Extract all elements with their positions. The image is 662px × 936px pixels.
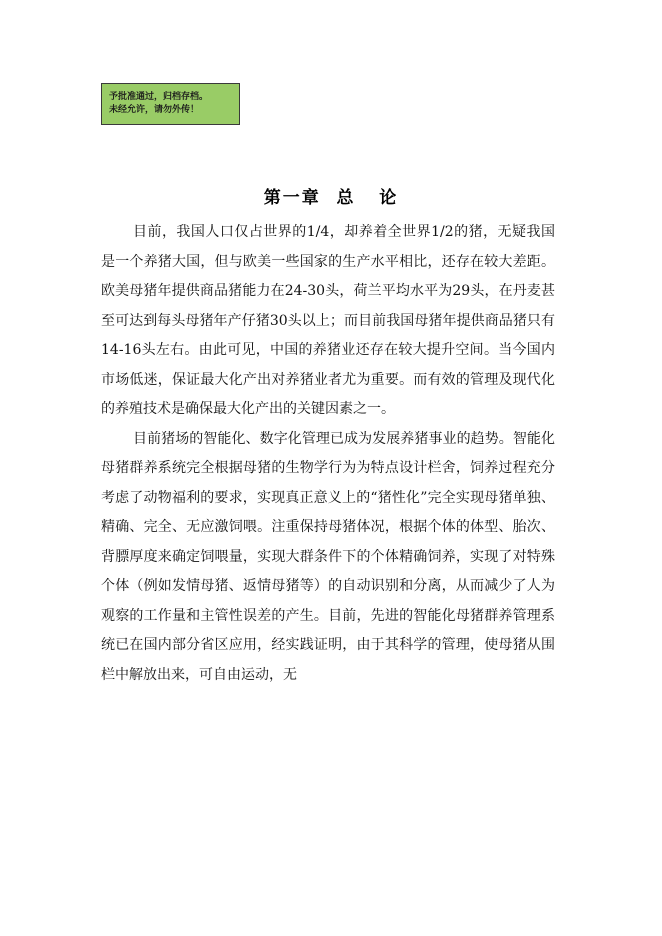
paragraph-2: 目前猪场的智能化、数字化管理已成为发展养猪事业的趋势。智能化母猪群养系统完全根据母猪的生物学行为为特点设计栏舍，饲养过程充分考虑了动物福利的要求，实现真正意义上的“猪性化”完全实现母猪单独、精确、完全、无应激饲喂。注重保持母猪体况，根据个体的体型、胎次、背膘厚度来确定饲喂量，实现大群条件下的个体精确饲养，实现了对特殊个体（例如发情母猪、返情母猪等）的自动识别和分离，从而减少了人为观察的工作量和主管性误差的产生。目前，先进的智能化母猪群养管理系统已在国内部分省区应用，经实践证明，由于其科学的管理，使母猪从围栏中解放出来，可自由运动，无 bbox=[101, 430, 555, 683]
notice-line-1: 予批准通过，归档存档。 bbox=[109, 92, 209, 102]
notice-box bbox=[101, 83, 240, 125]
notice-line-2: 未经允许，请勿外传！ bbox=[109, 105, 200, 115]
paragraph-1: 目前，我国人口仅占世界的1/4，却养着全世界1/2的猪，无疑我国是一个养猪大国，但与欧美一些国家的生产水平相比，还存在较大差距。欧美母猪年提供商品猪能力在24-30头，荷兰平均水平为29头，在丹麦甚至可达到每头母猪年产仔猪30头以上；而目前我国母猪年提供商品猪只有14-16头左右。由此可见，中国的养猪业还存在较大提升空间。当今国内市场低迷，保证最大化产出对养猪业者尤为重要。而有效的管理及现代化的养殖技术是确保最大化产出的关键因素之一。 bbox=[101, 224, 555, 417]
chapter-title: 第一章 总 论 bbox=[263, 188, 399, 208]
body-text bbox=[101, 218, 555, 690]
